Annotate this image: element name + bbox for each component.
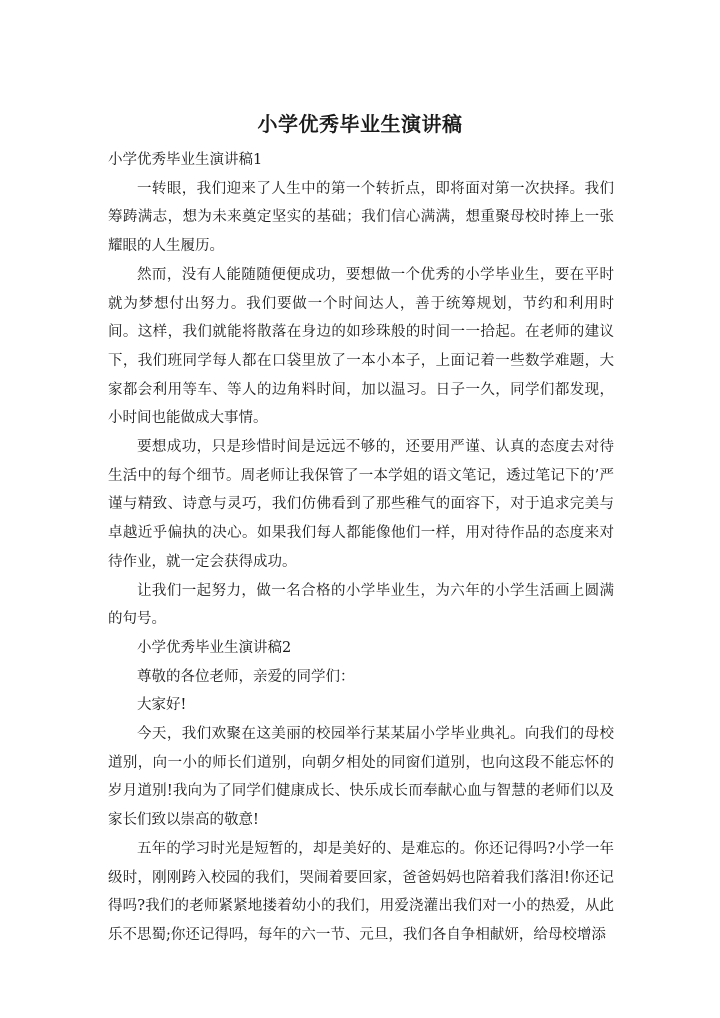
- salutation: 尊敬的各位老师，亲爱的同学们：: [137, 668, 355, 685]
- section-heading-2: 小学优秀毕业生演讲稿2: [137, 639, 292, 656]
- paragraph: 五年的学习时光是短暂的，却是美好的、是难忘的。你还记得吗?小学一年级时，刚刚跨入校园的我们，哭闹着要回家，爸爸妈妈也陪着我们落泪!你还记得吗?我们的老师紧紧地搂着幼小的我们，用爱浇灌出我们对一小的热爱，从此乐不思蜀;你还记得吗，每年的六一节、元旦，我们各自争相献妍，给母校增添: [108, 840, 614, 943]
- document-body: [108, 146, 614, 950]
- paragraph: 要想成功，只是珍惜时间是远远不够的，还要用严谨、认真的态度去对待生活中的每个细节。周老师让我保管了一本学姐的语文笔记，透过笔记下的’严谨与精致、诗意与灵巧，我们仿佛看到了那些稚气的面容下，对于追求完美与卓越近乎偏执的决心。如果我们每人都能像他们一样，用对待作品的态度来对待作业，就一定会获得成功。: [108, 439, 614, 570]
- paragraph: 今天，我们欢聚在这美丽的校园举行某某届小学毕业典礼。向我们的母校道别，向一小的师长们道别，向朝夕相处的同窗们道别，也向这段不能忘怀的岁月道别!我向为了同学们健康成长、快乐成长而奉献心血与智慧的老师们以及家长们致以崇高的敬意!: [108, 726, 614, 829]
- section-heading-1: 小学优秀毕业生演讲稿1: [108, 152, 263, 168]
- document-title: 小学优秀毕业生演讲稿: [257, 112, 463, 136]
- paragraph: 一转眼，我们迎来了人生中的第一个转折点，即将面对第一次抉择。我们筹踌满志，想为未来奠定坚实的基础；我们信心满满，想重聚母校时捧上一张耀眼的人生履历。: [108, 180, 614, 255]
- paragraph: 然而，没有人能随随便便成功，要想做一个优秀的小学毕业生，要在平时就为梦想付出努力。我们要做一个时间达人，善于统筹规划，节约和利用时间。这样，我们就能将散落在身边的如珍珠般的时间一一拾起。在老师的建议下，我们班同学每人都在口袋里放了一本小本子，上面记着一些数学难题，大家都会利用等车、等人的边角料时间，加以温习。日子一久，同学们都发现，小时间也能做成大事情。: [108, 266, 614, 427]
- greeting: 大家好!: [137, 697, 187, 714]
- paragraph: 让我们一起努力，做一名合格的小学毕业生，为六年的小学生活画上圆满的句号。: [108, 582, 614, 628]
